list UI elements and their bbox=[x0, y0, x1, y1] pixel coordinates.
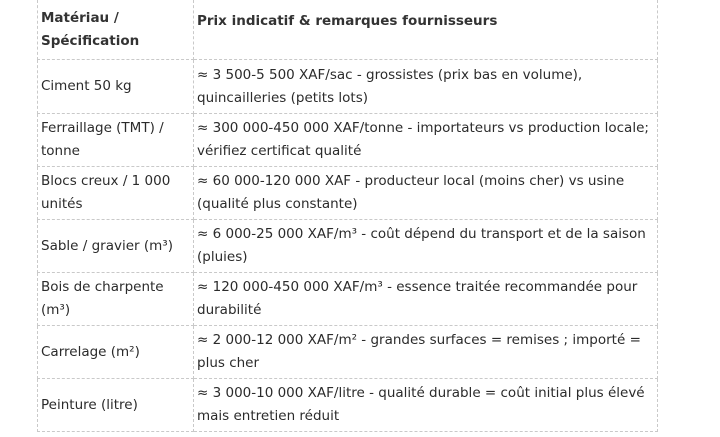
cell-material: Ferraillage (TMT) / tonne bbox=[38, 114, 194, 167]
cell-notes: ≈ 120 000-450 000 XAF/m³ - essence traitée recommandée pour durabilité bbox=[194, 273, 658, 326]
price-table-container bbox=[37, 0, 657, 432]
cell-material: Ciment 50 kg bbox=[38, 60, 194, 114]
table-row bbox=[38, 167, 658, 220]
table-row bbox=[38, 220, 658, 273]
cell-notes: ≈ 6 000-25 000 XAF/m³ - coût dépend du transport et de la saison (pluies) bbox=[194, 220, 658, 273]
table-row bbox=[38, 379, 658, 432]
cell-notes: ≈ 3 000-10 000 XAF/litre - qualité durable = coût initial plus élevé mais entretien réduit bbox=[194, 379, 658, 432]
cell-notes: ≈ 300 000-450 000 XAF/tonne - importateurs vs production locale; vérifiez certificat qualité bbox=[194, 114, 658, 167]
table-header-row bbox=[38, 0, 658, 60]
table-row bbox=[38, 114, 658, 167]
header-notes: Prix indicatif & remarques fournisseurs bbox=[194, 0, 658, 60]
cell-material: Peinture (litre) bbox=[38, 379, 194, 432]
cell-notes: ≈ 2 000-12 000 XAF/m² - grandes surfaces = remises ; importé = plus cher bbox=[194, 326, 658, 379]
cell-notes: ≈ 60 000-120 000 XAF - producteur local (moins cher) vs usine (qualité plus constante) bbox=[194, 167, 658, 220]
price-table bbox=[37, 0, 658, 432]
cell-material: Sable / gravier (m³) bbox=[38, 220, 194, 273]
header-material: Matériau / Spécification bbox=[38, 0, 194, 60]
cell-material: Carrelage (m²) bbox=[38, 326, 194, 379]
table-row bbox=[38, 273, 658, 326]
cell-material: Bois de charpente (m³) bbox=[38, 273, 194, 326]
table-row bbox=[38, 60, 658, 114]
table-row bbox=[38, 326, 658, 379]
cell-material: Blocs creux / 1 000 unités bbox=[38, 167, 194, 220]
cell-notes: ≈ 3 500-5 500 XAF/sac - grossistes (prix bas en volume), quincailleries (petits lots) bbox=[194, 60, 658, 114]
